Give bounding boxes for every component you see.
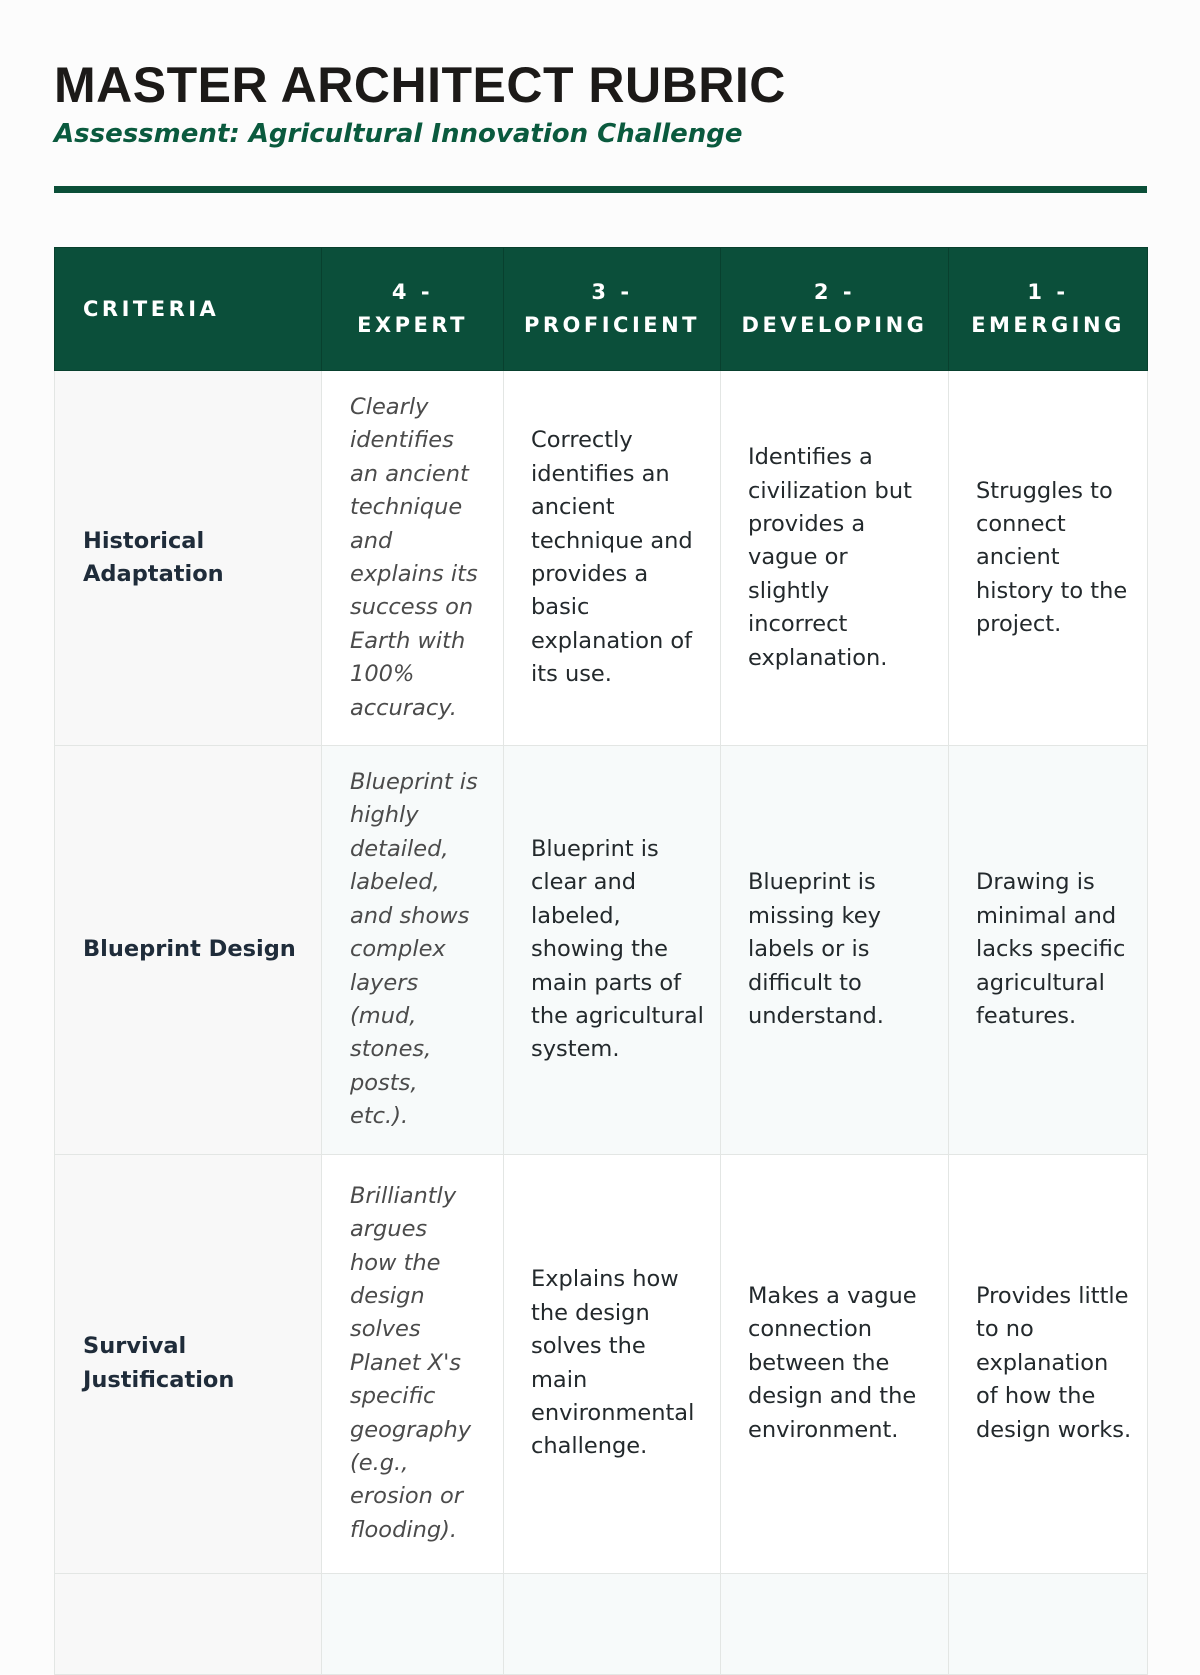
level-header-proficient <box>504 248 721 371</box>
level-header-emerging <box>949 248 1148 371</box>
expert-cell: Brilliantly argues how the design solves Planet X's specific geography (e.g., erosion or flooding). <box>322 1154 504 1573</box>
level-name: EXPERT <box>357 313 468 337</box>
level-number: 1 - <box>1027 280 1069 304</box>
rubric-header <box>55 248 1148 371</box>
proficient-cell: Explains how the design solves the main environmental challenge. <box>504 1154 721 1573</box>
proficient-cell <box>504 1573 721 1674</box>
expert-cell: Clearly identifies an ancient technique and explains its success on Earth with 100% accuracy. <box>322 371 504 746</box>
developing-cell <box>721 1573 949 1674</box>
table-row <box>55 746 1148 1154</box>
level-name: DEVELOPING <box>741 313 928 337</box>
header-row <box>55 248 1148 371</box>
emerging-cell: Provides little to no explanation of how the design works. <box>949 1154 1148 1573</box>
criterion-cell: Survival Justification <box>55 1154 322 1573</box>
emerging-cell: Drawing is minimal and lacks specific agricultural features. <box>949 746 1148 1154</box>
level-number: 4 - <box>391 280 434 304</box>
level-header-developing <box>721 248 949 371</box>
page-subtitle: Assessment: Agricultural Innovation Challenge <box>54 119 743 149</box>
page-title: MASTER ARCHITECT RUBRIC <box>54 57 786 113</box>
expert-cell <box>322 1573 504 1674</box>
level-name: EMERGING <box>971 313 1125 337</box>
level-number: 2 - <box>813 280 856 304</box>
table-row <box>55 1154 1148 1573</box>
table-row <box>55 371 1148 746</box>
level-name: PROFICIENT <box>523 313 701 337</box>
developing-cell: Blueprint is missing key labels or is difficult to understand. <box>721 746 949 1154</box>
rubric-table <box>54 247 1148 1675</box>
emerging-cell <box>949 1573 1148 1674</box>
criterion-cell: Historical Adaptation <box>55 371 322 746</box>
rubric-body <box>55 371 1148 1675</box>
level-header-expert <box>322 248 504 371</box>
proficient-cell: Blueprint is clear and labeled, showing the main parts of the agricultural system. <box>504 746 721 1154</box>
level-number: 3 - <box>591 280 633 304</box>
expert-cell: Blueprint is highly detailed, labeled, and shows complex layers (mud, stones, posts, etc.). <box>322 746 504 1154</box>
criterion-cell: Blueprint Design <box>55 746 322 1154</box>
proficient-cell: Correctly identifies an ancient technique and provides a basic explanation of its use. <box>504 371 721 746</box>
title-divider <box>54 186 1147 193</box>
emerging-cell: Struggles to connect ancient history to the project. <box>949 371 1148 746</box>
criterion-cell <box>55 1573 322 1674</box>
criteria-column-header: CRITERIA <box>55 248 322 371</box>
developing-cell: Makes a vague connection between the design and the environment. <box>721 1154 949 1573</box>
table-row-partial <box>55 1573 1148 1674</box>
developing-cell: Identifies a civilization but provides a vague or slightly incorrect explanation. <box>721 371 949 746</box>
